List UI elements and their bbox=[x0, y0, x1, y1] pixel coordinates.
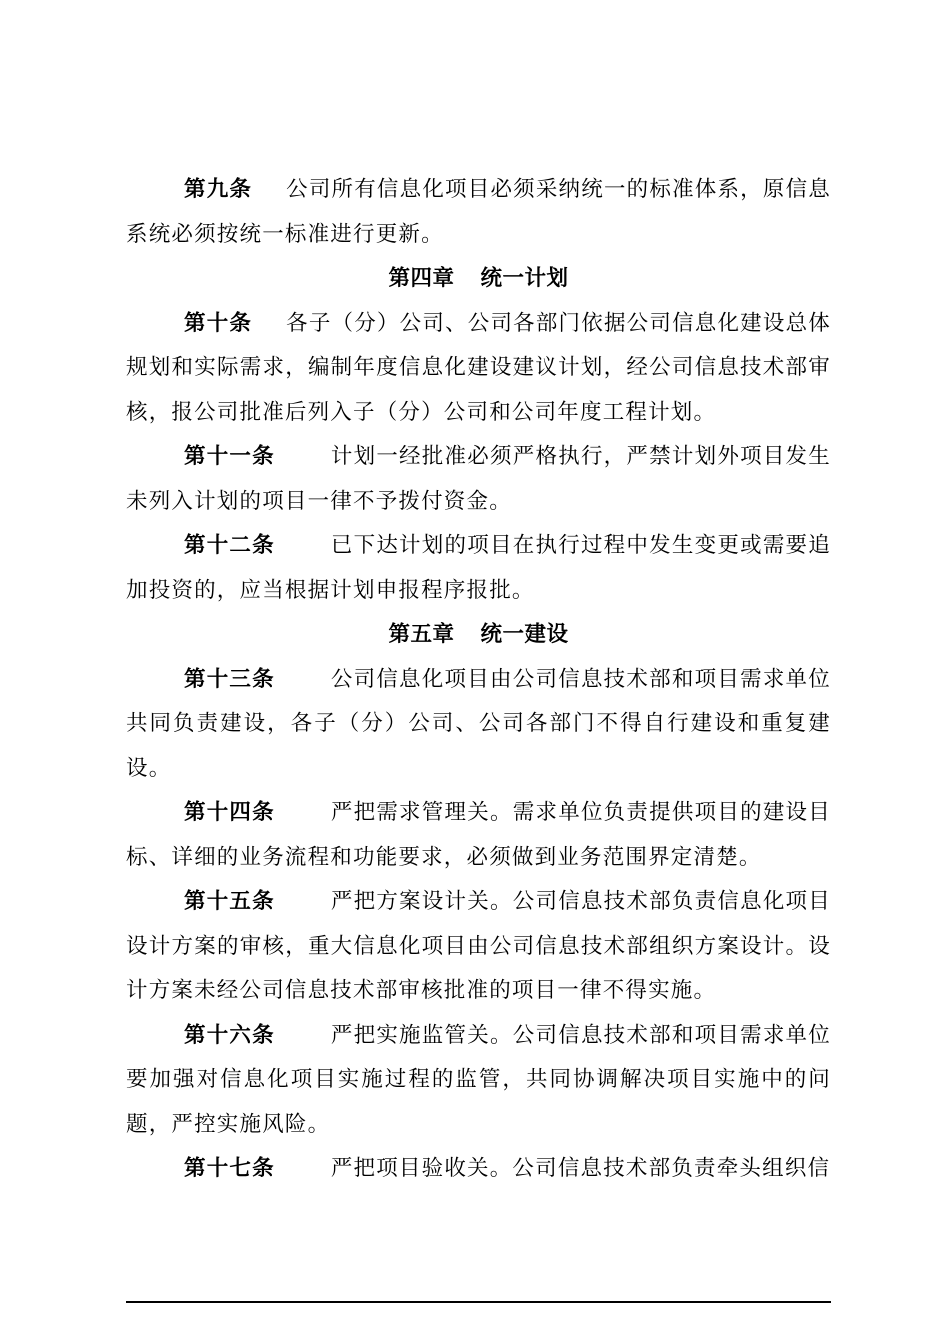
article-13 bbox=[126, 658, 831, 792]
chapter-number: 第五章 bbox=[388, 622, 455, 647]
article-9 bbox=[126, 168, 831, 257]
chapter-title: 统一计划 bbox=[480, 266, 569, 291]
chapter-number: 第四章 bbox=[388, 266, 455, 291]
article-label: 第十六条 bbox=[184, 1022, 275, 1048]
article-label: 第十条 bbox=[184, 310, 253, 336]
article-text: 计划一经批准必须严格执行，严禁计划外项目发生未列入计划的项目一律不予拨付资金。 bbox=[126, 444, 831, 514]
article-16 bbox=[126, 1014, 831, 1148]
article-text: 已下达计划的项目在执行过程中发生变更或需要追加投资的，应当根据计划申报程序报批。 bbox=[126, 533, 831, 603]
article-label: 第十七条 bbox=[184, 1156, 275, 1181]
article-11 bbox=[126, 435, 831, 524]
chapter-heading-4 bbox=[126, 257, 831, 302]
chapter-title: 统一建设 bbox=[480, 622, 569, 647]
article-label: 第十五条 bbox=[184, 889, 275, 914]
article-14 bbox=[126, 791, 831, 880]
article-label: 第九条 bbox=[184, 177, 253, 202]
document-body bbox=[126, 168, 831, 1192]
article-label: 第十四条 bbox=[184, 800, 275, 825]
article-text: 严把实施监管关。公司信息技术部和项目需求单位要加强对信息化项目实施过程的监管，共同协调解决项目实施中的问题，严控实施风险。 bbox=[126, 1022, 831, 1137]
article-text: 公司所有信息化项目必须采纳统一的标准体系，原信息系统必须按统一标准进行更新。 bbox=[126, 177, 831, 247]
article-15 bbox=[126, 880, 831, 1014]
article-10 bbox=[126, 302, 831, 436]
article-17 bbox=[126, 1147, 831, 1192]
article-text: 严把需求管理关。需求单位负责提供项目的建设目标、详细的业务流程和功能要求，必须做到业务范围界定清楚。 bbox=[126, 800, 831, 870]
chapter-heading-5 bbox=[126, 613, 831, 658]
article-text: 各子（分）公司、公司各部门依据公司信息化建设总体规划和实际需求，编制年度信息化建设建议计划，经公司信息技术部审核，报公司批准后列入子（分）公司和公司年度工程计划。 bbox=[126, 310, 831, 425]
article-text: 严把项目验收关。公司信息技术部负责牵头组织信 bbox=[330, 1156, 831, 1181]
article-label: 第十三条 bbox=[184, 666, 275, 692]
article-label: 第十二条 bbox=[184, 533, 275, 558]
footer-divider bbox=[126, 1301, 831, 1303]
article-label: 第十一条 bbox=[184, 444, 275, 469]
article-text: 公司信息化项目由公司信息技术部和项目需求单位共同负责建设，各子（分）公司、公司各部门不得自行建设和重复建设。 bbox=[126, 666, 831, 781]
article-text: 严把方案设计关。公司信息技术部负责信息化项目设计方案的审核，重大信息化项目由公司信息技术部组织方案设计。设计方案未经公司信息技术部审核批准的项目一律不得实施。 bbox=[126, 889, 831, 1003]
article-12 bbox=[126, 524, 831, 613]
